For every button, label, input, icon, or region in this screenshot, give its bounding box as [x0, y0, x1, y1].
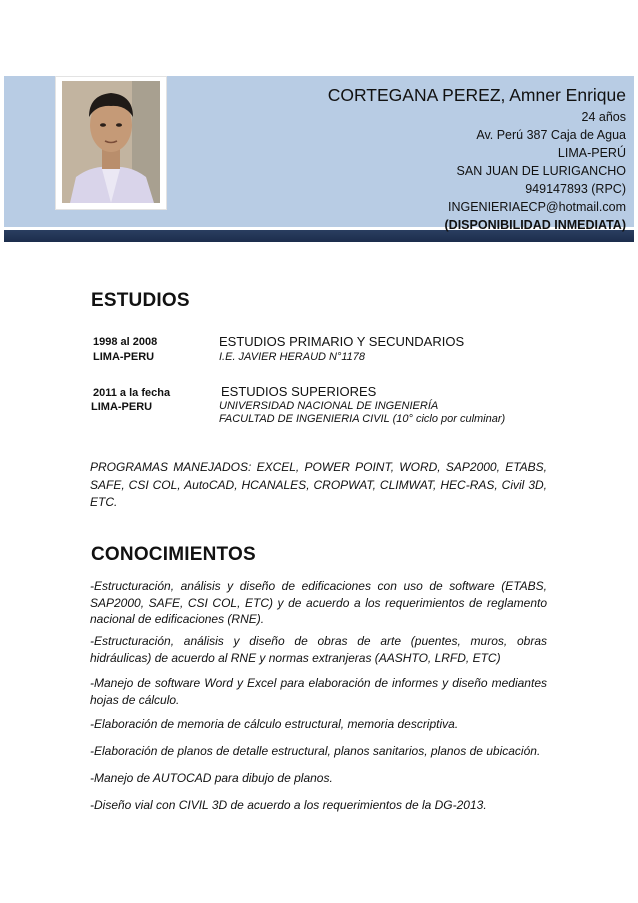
availability-note: (DISPONIBILIDAD INMEDIATA): [444, 218, 626, 232]
study-place: LIMA-PERU: [91, 401, 153, 413]
profile-photo: [62, 81, 160, 203]
study-place: LIMA-PERU: [93, 351, 155, 363]
knowledge-item: -Elaboración de planos de detalle estructural, planos sanitarios, planos de ubicación.: [90, 744, 541, 758]
study-level: ESTUDIOS PRIMARIO Y SECUNDARIOS: [219, 334, 465, 349]
candidate-email[interactable]: INGENIERIAECP@hotmail.com: [447, 200, 626, 214]
candidate-name: CORTEGANA PEREZ, Amner Enrique: [327, 85, 626, 105]
knowledge-item: -Estructuración, análisis y diseño de obras de arte (puentes, muros, obras hidráulicas) de acuerdo al RNE y normas extranjeras (AASHTO, LRFD, ETC): [90, 634, 547, 665]
study-period: 2011 a la fecha: [93, 387, 171, 399]
study-faculty: FACULTAD DE INGENIERIA CIVIL (10° ciclo por culminar): [219, 413, 506, 425]
candidate-phone: 949147893 (RPC): [525, 182, 626, 196]
knowledge-item: -Manejo de software Word y Excel para elaboración de informes y diseño mediantes hojas de cálculo.: [90, 676, 547, 707]
knowledge-item: -Elaboración de memoria de cálculo estructural, memoria descriptiva.: [90, 717, 459, 731]
candidate-address: Av. Perú 387 Caja de Agua: [476, 128, 626, 142]
candidate-age: 24 años: [581, 110, 626, 124]
knowledge-item: -Diseño vial con CIVIL 3D de acuerdo a los requerimientos de la DG-2013.: [90, 798, 487, 812]
knowledge-item: -Estructuración, análisis y diseño de edificaciones con uso de software (ETABS, SAP2000, SAFE, CSI COL, ETC) y de acuerdo a los requerimientos de reglamento nacional de edificaciones (RNE).: [90, 579, 547, 626]
programs-paragraph: PROGRAMAS MANEJADOS: EXCEL, POWER POINT, WORD, SAP2000, ETABS, SAFE, CSI COL, AutoCAD, HCANALES, CROPWAT, CLIMWAT, HEC-RAS, Civil 3D, ETC.: [90, 460, 547, 509]
section-title-conocimientos: CONOCIMIENTOS: [91, 544, 256, 565]
study-level: ESTUDIOS SUPERIORES: [221, 384, 377, 399]
section-title-estudios: ESTUDIOS: [91, 290, 190, 311]
study-institution: I.E. JAVIER HERAUD N°1178: [219, 351, 366, 363]
profile-photo-frame: [55, 76, 167, 210]
contact-block: [206, 84, 626, 234]
knowledge-item: -Manejo de AUTOCAD para dibujo de planos.: [90, 771, 333, 785]
candidate-city: LIMA-PERÚ: [557, 146, 626, 160]
candidate-district: SAN JUAN DE LURIGANCHO: [456, 164, 626, 178]
study-institution: UNIVERSIDAD NACIONAL DE INGENIERÍA: [219, 400, 439, 412]
study-period: 1998 al 2008: [93, 336, 158, 348]
